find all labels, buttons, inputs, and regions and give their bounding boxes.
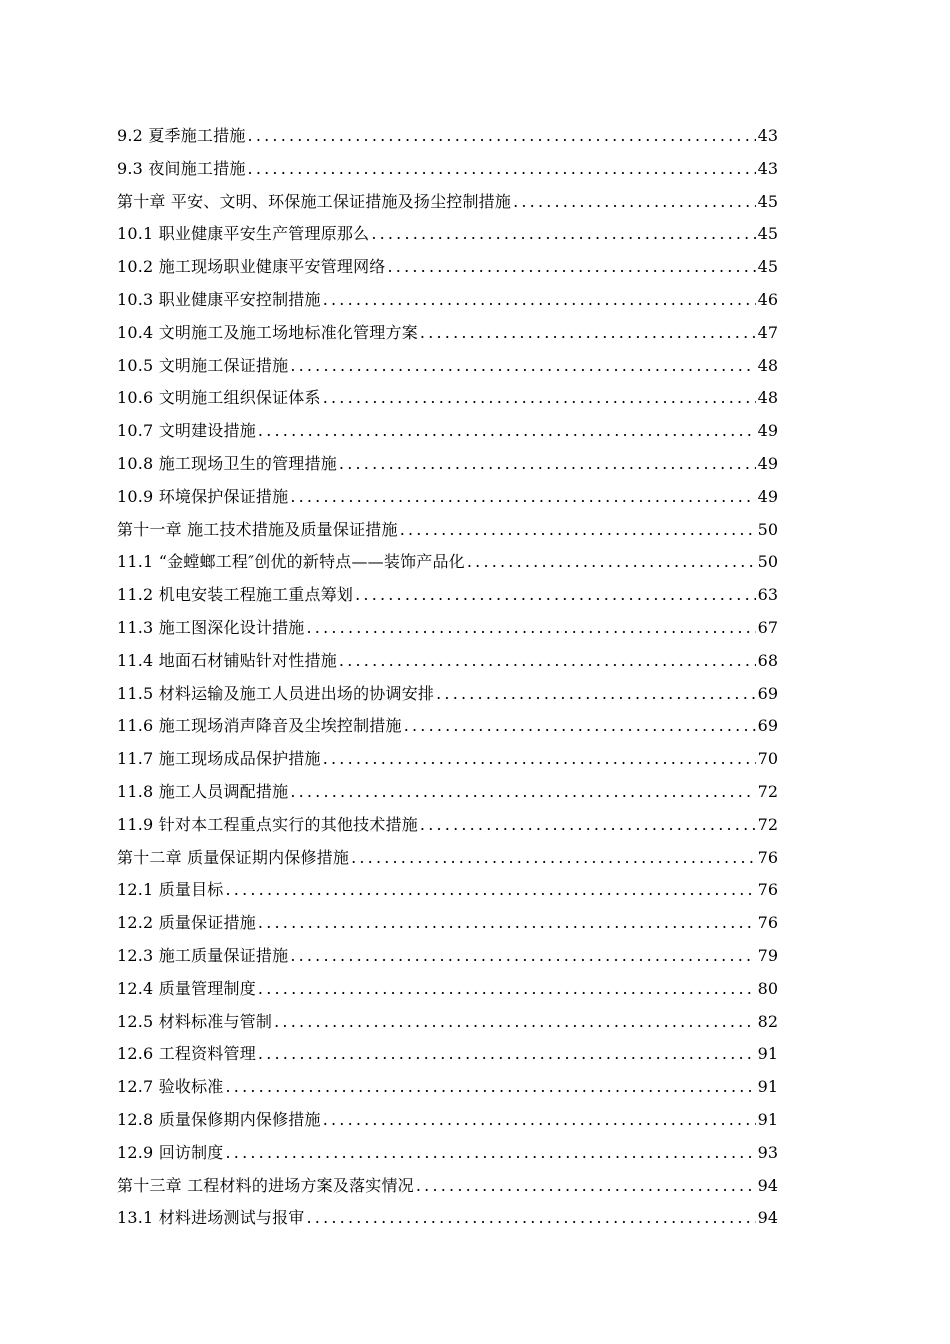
toc-entry-title: 第十一章 施工技术措施及质量保证措施 [117,519,398,539]
toc-entry[interactable] [117,874,778,907]
toc-entry-page: 70 [757,749,778,769]
toc-entry-title: 10.8 施工现场卫生的管理措施 [117,453,337,473]
toc-entry-page: 94 [757,1208,778,1228]
toc-entry-page: 80 [757,978,778,998]
toc-dot-leader [355,579,756,612]
toc-entry[interactable] [117,776,778,809]
toc-entry[interactable] [117,612,778,645]
toc-dot-leader [226,874,756,907]
toc-entry[interactable] [117,546,778,579]
toc-entry-title: 11.8 施工人员调配措施 [117,781,289,801]
toc-entry-page: 49 [757,486,778,506]
toc-dot-leader [258,415,756,448]
toc-entry-title: 12.7 验收标准 [117,1077,224,1097]
toc-dot-leader [307,612,756,645]
toc-entry-title: 10.9 环境保护保证措施 [117,486,289,506]
toc-entry-page: 91 [757,1109,778,1129]
toc-entry-title: 12.5 材料标准与管制 [117,1011,273,1031]
toc-entry-page: 45 [757,224,778,244]
toc-dot-leader [258,973,756,1006]
toc-dot-leader [307,1202,756,1235]
toc-entry[interactable] [117,514,778,547]
toc-entry-page: 43 [757,158,778,178]
toc-entry[interactable] [117,743,778,776]
toc-entry[interactable] [117,973,778,1006]
toc-entry[interactable] [117,1170,778,1203]
toc-dot-leader [323,743,756,776]
toc-entry[interactable] [117,1137,778,1170]
toc-entry-title: 第十章 平安、文明、环保施工保证措施及扬尘控制措施 [117,191,512,211]
toc-entry[interactable] [117,1038,778,1071]
toc-entry-page: 91 [757,1044,778,1064]
toc-entry[interactable] [117,1104,778,1137]
toc-entry-title: 10.4 文明施工及施工场地标准化管理方案 [117,322,418,342]
toc-entry[interactable] [117,1202,778,1235]
toc-dot-leader [290,940,755,973]
toc-entry-page: 49 [757,453,778,473]
toc-dot-leader [339,448,756,481]
toc-entry[interactable] [117,251,778,284]
toc-entry-title: 10.7 文明建设措施 [117,421,256,441]
toc-entry-title: 10.3 职业健康平安控制措施 [117,289,321,309]
toc-dot-leader [351,842,756,875]
toc-entry[interactable] [117,284,778,317]
toc-entry-title: 12.9 回访制度 [117,1142,224,1162]
toc-entry-title: 10.1 职业健康平安生产管理原那么 [117,224,370,244]
toc-entry-page: 72 [757,814,778,834]
toc-entry[interactable] [117,1006,778,1039]
toc-entry-title: 第十二章 质量保证期内保修措施 [117,847,350,867]
toc-entry-page: 50 [757,519,778,539]
toc-entry-title: 13.1 材料进场测试与报审 [117,1208,305,1228]
toc-dot-leader [290,776,755,809]
toc-entry-page: 76 [757,913,778,933]
toc-entry[interactable] [117,842,778,875]
toc-dot-leader [467,546,756,579]
toc-entry[interactable] [117,481,778,514]
toc-entry-title: 第十三章 工程材料的进场方案及落实情况 [117,1175,414,1195]
toc-entry-title: 11.1 “金螳螂工程″创优的新特点——装饰产品化 [117,552,465,572]
toc-entry-page: 45 [757,257,778,277]
toc-dot-leader [323,284,756,317]
toc-entry[interactable] [117,448,778,481]
toc-entry[interactable] [117,1071,778,1104]
table-of-contents [117,120,778,1235]
toc-dot-leader [248,120,756,153]
toc-entry-page: 48 [757,388,778,408]
toc-entry[interactable] [117,218,778,251]
toc-entry-title: 9.2 夏季施工措施 [117,126,246,145]
toc-entry-title: 11.7 施工现场成品保护措施 [117,749,321,769]
toc-entry-title: 11.9 针对本工程重点实行的其他技术措施 [117,814,418,834]
toc-entry[interactable] [117,907,778,940]
toc-dot-leader [404,710,756,743]
toc-entry[interactable] [117,809,778,842]
toc-entry-title: 12.6 工程资料管理 [117,1044,256,1064]
toc-entry-title: 11.3 施工图深化设计措施 [117,617,305,637]
toc-entry-page: 91 [757,1077,778,1097]
toc-entry-title: 11.2 机电安装工程施工重点筹划 [117,585,354,605]
toc-entry-title: 12.2 质量保证措施 [117,913,256,933]
toc-entry[interactable] [117,120,778,153]
toc-dot-leader [248,153,756,186]
toc-entry[interactable] [117,350,778,383]
toc-entry-page: 82 [757,1011,778,1031]
toc-entry[interactable] [117,940,778,973]
toc-entry-title: 11.4 地面石材铺贴针对性措施 [117,650,337,670]
toc-entry-page: 43 [757,126,778,145]
toc-entry-page: 47 [757,322,778,342]
toc-entry-title: 12.4 质量管理制度 [117,978,256,998]
toc-entry-title: 10.6 文明施工组织保证体系 [117,388,321,408]
toc-dot-leader [290,350,755,383]
toc-entry-title: 12.8 质量保修期内保修措施 [117,1109,321,1129]
toc-entry[interactable] [117,579,778,612]
toc-entry[interactable] [117,645,778,678]
toc-dot-leader [513,186,756,219]
toc-dot-leader [416,1170,756,1203]
toc-dot-leader [226,1071,756,1104]
toc-dot-leader [339,645,756,678]
toc-entry-page: 72 [757,781,778,801]
toc-entry[interactable] [117,186,778,219]
toc-entry-page: 46 [757,289,778,309]
toc-dot-leader [226,1137,756,1170]
toc-dot-leader [388,251,756,284]
toc-entry-page: 63 [757,585,778,605]
toc-dot-leader [274,1006,756,1039]
toc-dot-leader [290,481,755,514]
toc-entry-page: 93 [757,1142,778,1162]
toc-entry-page: 76 [757,880,778,900]
toc-dot-leader [371,218,755,251]
toc-dot-leader [400,514,756,547]
toc-entry-page: 69 [757,683,778,703]
toc-entry[interactable] [117,317,778,350]
toc-entry-title: 10.2 施工现场职业健康平安管理网络 [117,257,386,277]
toc-entry-page: 49 [757,421,778,441]
toc-dot-leader [323,1104,756,1137]
toc-dot-leader [420,317,756,350]
toc-entry[interactable] [117,710,778,743]
toc-entry[interactable] [117,153,778,186]
toc-entry-title: 11.6 施工现场消声降音及尘埃控制措施 [117,716,402,736]
toc-dot-leader [420,809,756,842]
toc-entry-page: 69 [757,716,778,736]
toc-dot-leader [323,382,756,415]
toc-entry[interactable] [117,415,778,448]
toc-entry-page: 79 [757,945,778,965]
toc-entry-title: 11.5 材料运输及施工人员进出场的协调安排 [117,683,435,703]
toc-entry[interactable] [117,382,778,415]
toc-dot-leader [258,1038,756,1071]
toc-entry-page: 45 [757,191,778,211]
toc-entry-page: 76 [757,847,778,867]
toc-entry-title: 9.3 夜间施工措施 [117,158,246,178]
toc-entry-title: 10.5 文明施工保证措施 [117,355,289,375]
toc-entry[interactable] [117,678,778,711]
toc-entry-page: 50 [757,552,778,572]
toc-entry-page: 48 [757,355,778,375]
toc-dot-leader [258,907,756,940]
toc-dot-leader [436,678,756,711]
toc-entry-title: 12.1 质量目标 [117,880,224,900]
toc-entry-title: 12.3 施工质量保证措施 [117,945,289,965]
toc-entry-page: 67 [757,617,778,637]
toc-entry-page: 68 [757,650,778,670]
toc-entry-page: 94 [757,1175,778,1195]
